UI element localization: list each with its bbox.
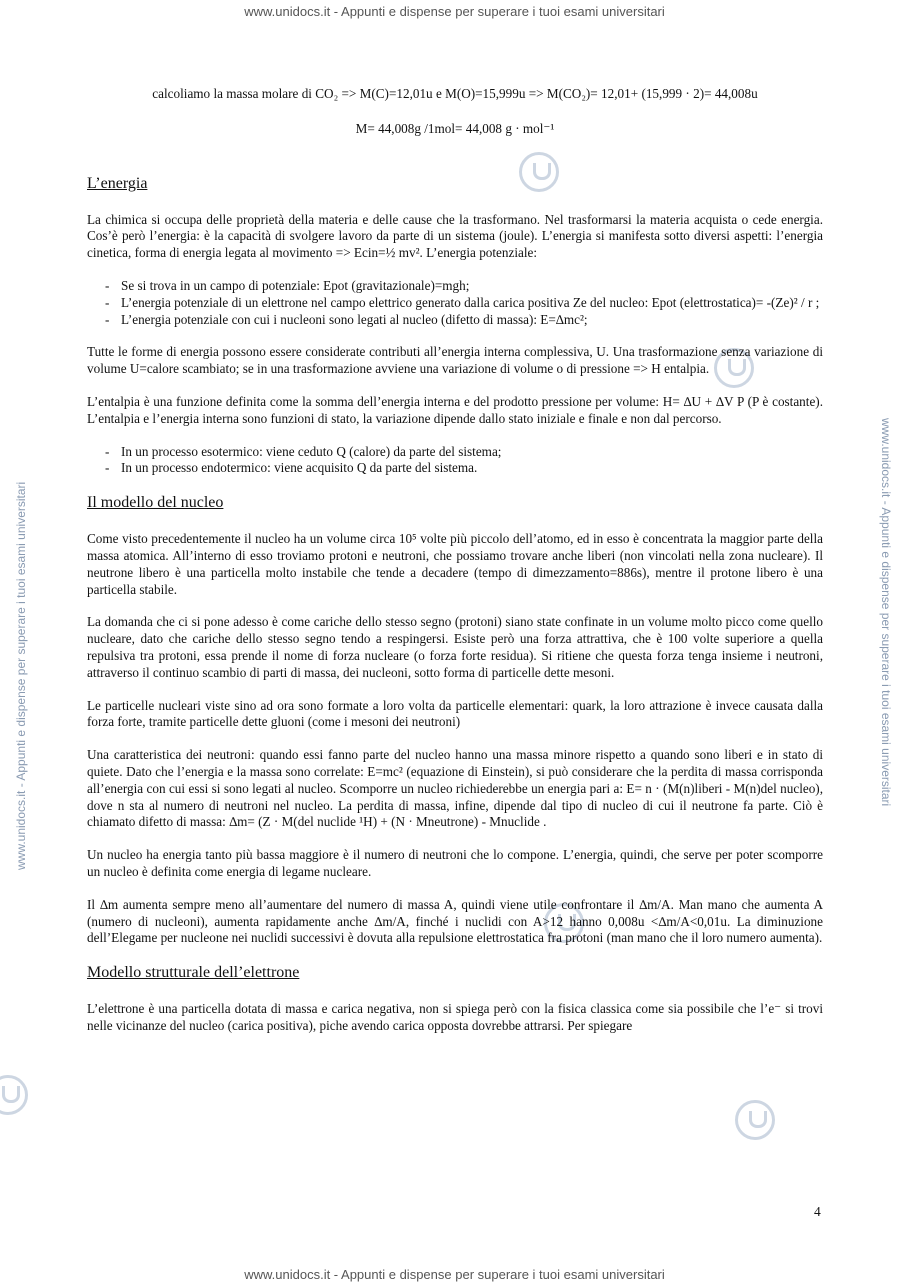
paragraph: Un nucleo ha energia tanto più bassa maggiore è il numero di neutroni che lo compone. L’energia, quindi, che serve per poter scomporre un nucleo è definita come energia di legame nucleare.	[87, 847, 823, 879]
page-number: 4	[814, 1204, 821, 1219]
document-body	[87, 86, 823, 1051]
list-item: - In un processo endotermico: viene acquisito Q da parte del sistema.	[121, 460, 823, 477]
paragraph: La chimica si occupa delle proprietà della materia e delle cause che la trasformano. Nel trasformarsi la materia acquista o cede energia. Cos’è però l’energia: è la capacità di svolgere lavoro da parte di un sistema (joule). L’energia si manifesta sotto diversi aspetti: l’energia cinetica, forma di energia legata al movimento => Ecin=½ mv². L’energia potenziale:	[87, 211, 823, 261]
list	[87, 278, 823, 328]
footer-banner: www.unidocs.it - Appunti e dispense per superare i tuoi esami universitari	[244, 1267, 665, 1282]
paragraph: La domanda che ci si pone adesso è come cariche dello stesso segno (protoni) siano state confinate in un volume molto picco come quello nucleare, dato che cariche dello stesso segno tendo a respingersi. Esiste però una forza attrattiva, che è 100 volte superiore a quella repulsiva tra protoni, essa prende il nome di forza nucleare (o forza forte residua). Si ritiene che questa forza tenga insieme i neutroni, attraverso il continuo scambio di parti di massa, dei nucleoni, sotto forma di particelle dette mesoni.	[87, 614, 823, 680]
section-title-elettrone: Modello strutturale dell’elettrone	[87, 964, 300, 982]
section-title-nucleo: Il modello del nucleo	[87, 494, 224, 512]
list-item: - L’energia potenziale con cui i nucleoni sono legati al nucleo (difetto di massa): E=∆mc²;	[121, 312, 823, 329]
section-title-energia: L’energia	[87, 174, 148, 192]
side-watermark-left: www.unidocs.it - Appunti e dispense per superare i tuoi esami universitari	[14, 481, 28, 870]
paragraph: Le particelle nucleari viste sino ad ora sono formate a loro volta da particelle elementari: quark, la loro attrazione è invece causata dalla forza forte, tramite particelle dette gluoni (come i mesoni dei neutroni)	[87, 697, 823, 730]
molar-mass-formula: calcoliamo la massa molare di CO₂ => M(C)=12,01u e M(O)=15,999u => M(CO₂)= 12,01+ (15,999 · 2)= 44,008u	[152, 86, 758, 101]
list-item: - L’energia potenziale di un elettrone nel campo elettrico generato dalla carica positiva Ze del nucleo: Epot (elettrostatica)= -(Ze)² / r ;	[121, 295, 823, 312]
paragraph: L’entalpia è una funzione definita come la somma dell’energia interna e del prodotto pressione per volume: H= ∆U + ∆V P (P è costante). L’entalpia e l’energia interna sono funzioni di stato, la variazione dipende dallo stato iniziale e finale e non dal percorso.	[87, 393, 823, 426]
watermark-logo-icon	[0, 1075, 28, 1115]
list-item: - Se si trova in un campo di potenziale: Epot (gravitazionale)=mgh;	[121, 278, 823, 295]
paragraph: Come visto precedentemente il nucleo ha un volume circa 10⁵ volte più piccolo dell’atomo, ed in esso è concentrata la maggior parte della massa atomica. All’interno di esso troviamo protoni e neutroni, che possiamo trovare anche liberi (non vincolati nella zona nucleare). Il neutrone libero è una particella molto instabile che tende a decadere (tempo di dimezzamento=886s), mentre il protone libero è una particella stabile.	[87, 531, 823, 597]
watermark-logo-icon	[735, 1100, 775, 1140]
paragraph: Il ∆m aumenta sempre meno all’aumentare del numero di massa A, quindi viene utile confrontare il ∆m/A. Man mano che aumenta A (numero di nucleoni), aumenta rapidamente anche ∆m/A, finché i nuclidi con A>12 hanno 0,008u <∆m/A<0,01u. La diminuzione dell’Elegame per nucleone nei nuclidi successivi è dovuta alla repulsione elettrostatica fra protoni (man mano che il loro numero aumenta).	[87, 896, 823, 946]
list-item: - In un processo esotermico: viene ceduto Q (calore) da parte del sistema;	[121, 444, 823, 461]
paragraph: Tutte le forme di energia possono essere considerate contributi all’energia interna complessiva, U. Una trasformazione senza variazione di volume U=calore scambiato; se in una trasformazione avviene una variazione di volume o di pressione => H entalpia.	[87, 344, 823, 377]
molar-mass-result: M= 44,008g /1mol= 44,008 g · mol⁻¹	[355, 120, 555, 136]
header-banner: www.unidocs.it - Appunti e dispense per superare i tuoi esami universitari	[244, 4, 665, 19]
paragraph: Una caratteristica dei neutroni: quando essi fanno parte del nucleo hanno una massa minore rispetto a quando sono liberi e in stato di quiete. Dato che l’energia e la massa sono correlate: E=mc² (equazione di Einstein), si può considerare che la perdita di massa corrisponda all’energia con cui essi si sono legati al nucleo. Scomporre un nucleo richiederebbe un energia pari a: E= n · (M(n)liberi - M(n)del nucleo), dove n sta al numero di neutroni nel nucleo. La perdita di massa, infine, dipende dal tipo di nucleo di cui il neutrone fa parte. Ciò è chiamato difetto di massa: ∆m= (Z · M(del nuclide ¹H) + (N · Mneutrone) - Mnuclide .	[87, 747, 823, 830]
side-watermark-right: www.unidocs.it - Appunti e dispense per superare i tuoi esami universitari	[879, 418, 893, 807]
list	[87, 444, 823, 478]
paragraph: L’elettrone è una particella dotata di massa e carica negativa, non si spiega però con la fisica classica come sia possibile che l’e⁻ si trovi nelle vicinanze del nucleo (carica positiva), piche avendo carica opposta dovrebbe attrarsi. Per spiegare	[87, 1001, 823, 1033]
